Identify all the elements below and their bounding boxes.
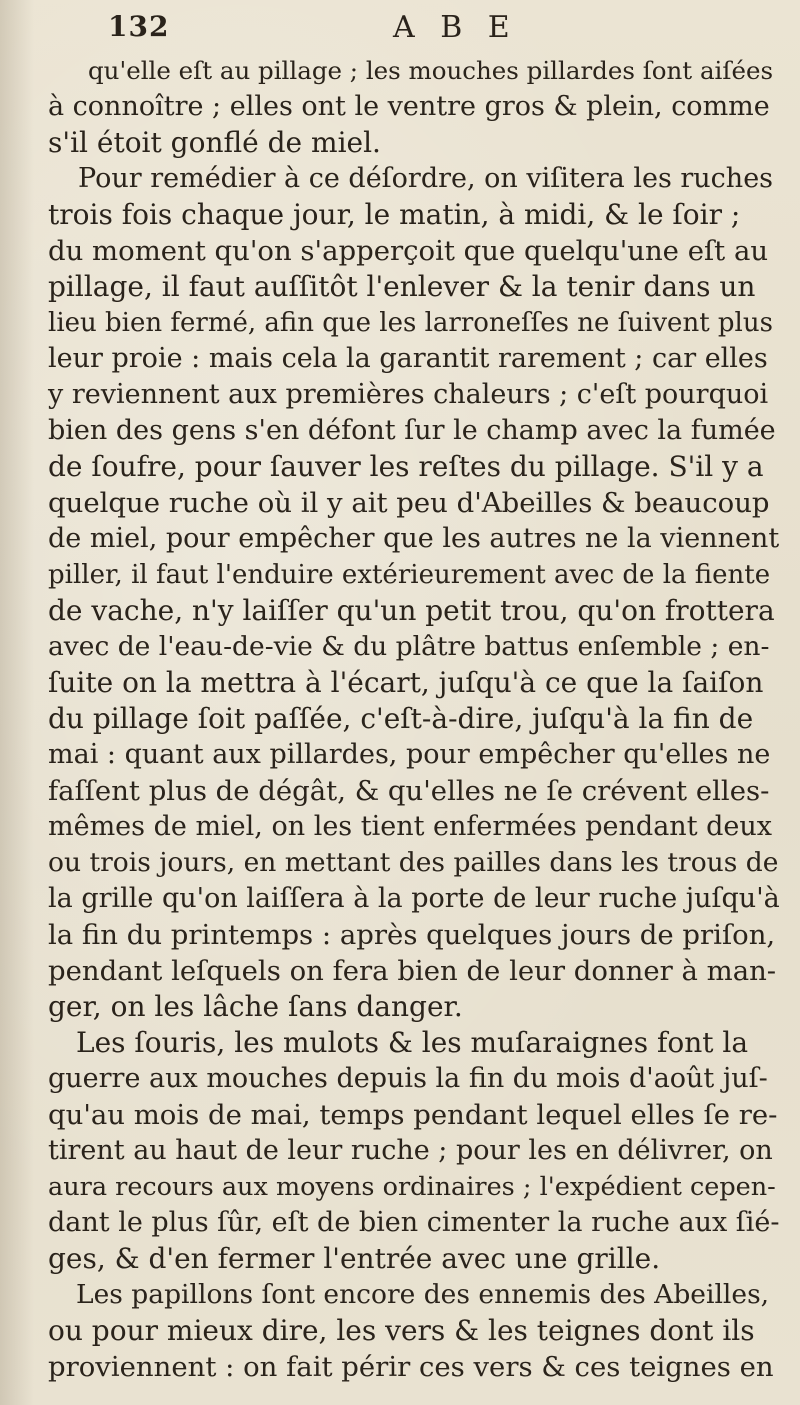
page-header bbox=[108, 10, 748, 50]
text-line: qu'au mois de mai, temps pendant lequel elles ſe re- bbox=[48, 1099, 778, 1131]
text-line: à connoître ; elles ont le ventre gros & plein, comme bbox=[48, 91, 770, 122]
text-line: guerre aux mouches depuis la fin du mois d'août juſ- bbox=[48, 1063, 768, 1094]
text-line: Pour remédier à ce déſordre, on viſitera les ruches bbox=[78, 163, 774, 194]
text-line: leur proie : mais cela la garantit rarement ; car elles bbox=[48, 343, 768, 374]
text-line: dant le plus ſûr, eſt de bien cimenter la ruche aux ſié- bbox=[48, 1207, 780, 1238]
text-line: proviennent : on fait périr ces vers & ces teignes en bbox=[48, 1351, 774, 1383]
running-title: A B E bbox=[393, 10, 518, 45]
text-line: ges, & d'en fermer l'entrée avec une grille. bbox=[48, 1242, 661, 1275]
text-line: ou pour mieux dire, les vers & les teignes dont ils bbox=[48, 1314, 755, 1347]
text-line: mai : quant aux pillardes, pour empêcher qu'elles ne bbox=[48, 739, 771, 770]
text-line: faſſent plus de dégât, & qu'elles ne ſe crévent elles- bbox=[48, 775, 770, 807]
text-line: s'il étoit gonflé de miel. bbox=[48, 126, 381, 159]
text-line: du moment qu'on s'apperçoit que quelqu'une eſt au bbox=[48, 235, 769, 267]
page-gutter-shadow bbox=[0, 0, 34, 1405]
text-line: ſuite on la mettra à l'écart, juſqu'à ce que la ſaiſon bbox=[48, 666, 764, 699]
text-line: quelque ruche où il y ait peu d'Abeilles & beaucoup bbox=[48, 487, 770, 519]
text-line: avec de l'eau-de-vie & du plâtre battus enſemble ; en- bbox=[48, 631, 770, 662]
text-line: Les papillons ſont encore des ennemis des Abeilles, bbox=[76, 1279, 770, 1310]
text-line: tirent au haut de leur ruche ; pour les en délivrer, on bbox=[48, 1135, 773, 1166]
text-line: ou trois jours, en mettant des pailles dans les trous de bbox=[48, 847, 779, 878]
text-line: qu'elle eſt au pillage ; les mouches pillardes ſont aiſées bbox=[88, 56, 774, 85]
text-line: la fin du printemps : après quelques jours de priſon, bbox=[48, 919, 776, 951]
text-line: Les ſouris, les mulots & les muſaraignes font la bbox=[76, 1026, 749, 1059]
text-line: du pillage ſoit paſſée, c'eſt-à-dire, juſqu'à la fin de bbox=[48, 702, 754, 735]
text-line: de vache, n'y laiſſer qu'un petit trou, qu'on frottera bbox=[48, 594, 775, 627]
text-line: pillage, il faut auſſitôt l'enlever & la tenir dans un bbox=[48, 270, 756, 303]
text-line: bien des gens s'en défont ſur le champ avec la fumée bbox=[48, 415, 776, 446]
text-line: ger, on les lâche ſans danger. bbox=[48, 990, 463, 1023]
text-line: pendant leſquels on fera bien de leur donner à man- bbox=[48, 955, 777, 987]
text-line: trois fois chaque jour, le matin, à midi, & le ſoir ; bbox=[48, 198, 741, 231]
text-line: piller, il faut l'enduire extérieurement avec de la fiente bbox=[48, 560, 771, 590]
page-number: 132 bbox=[108, 10, 170, 43]
text-line: de miel, pour empêcher que les autres ne la viennent bbox=[48, 523, 780, 554]
text-line: aura recours aux moyens ordinaires ; l'expédient cepen- bbox=[48, 1172, 776, 1202]
text-line: lieu bien fermé, afin que les larroneſſes ne ſuivent plus bbox=[48, 308, 773, 338]
text-line: la grille qu'on laiſſera à la porte de leur ruche juſqu'à bbox=[48, 883, 780, 914]
text-line: de ſoufre, pour ſauver les reſtes du pillage. S'il y a bbox=[48, 450, 764, 483]
text-line: y reviennent aux premières chaleurs ; c'eſt pourquoi bbox=[48, 379, 769, 410]
text-line: mêmes de miel, on les tient enfermées pendant deux bbox=[48, 811, 773, 842]
